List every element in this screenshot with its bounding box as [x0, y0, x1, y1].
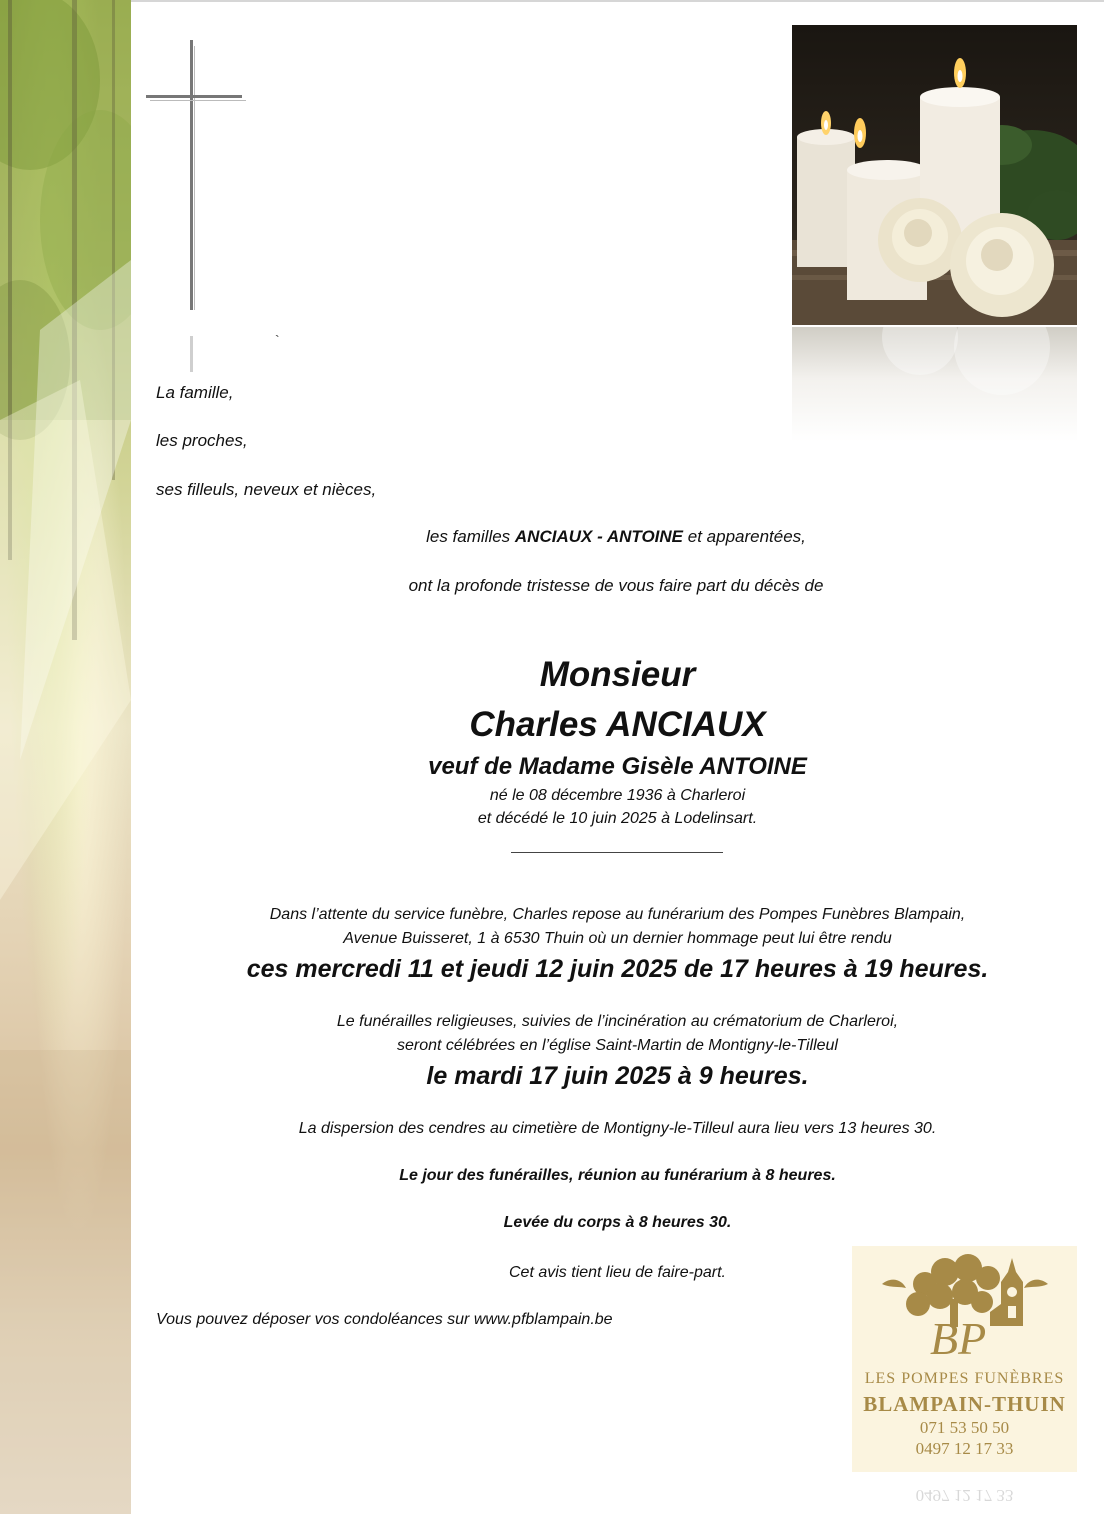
stray-mark: `: [275, 332, 280, 348]
funeral-date: le mardi 17 juin 2025 à 9 heures.: [426, 1062, 809, 1090]
notice-line: Cet avis tient lieu de faire-part.: [509, 1264, 726, 1281]
top-border: [0, 0, 1104, 2]
dispersion-line: La dispersion des cendres au cimetière de Montigny-le-Tilleul aura lieu vers 13 heures 30.: [298, 1120, 937, 1137]
logo-reflection: [852, 1475, 1077, 1505]
logo-line-1: LES POMPES FUNÈBRES: [864, 1370, 1065, 1387]
cross-reflection: [140, 336, 250, 381]
deceased-title: Monsieur: [539, 655, 696, 694]
logo-reflection-text: 0497 12 17 33: [915, 1486, 1014, 1505]
candles-roses-photo: [792, 25, 1077, 325]
visitation-line-1: Dans l’attente du service funèbre, Charles repose au funérarium des Pompes Funèbres Blampain,: [269, 906, 966, 923]
photo-reflection: [792, 327, 1077, 442]
funeral-line-1: Le funérailles religieuses, suivies de l’incinération au crématorium de Charleroi,: [336, 1013, 899, 1030]
logo-line-2: BLAMPAIN-THUIN: [863, 1392, 1066, 1416]
forest-path-image: [0, 0, 131, 1514]
widower-line: veuf de Madame Gisèle ANTOINE: [428, 753, 807, 780]
death-line: et décédé le 10 juin 2025 à Lodelinsart.: [477, 810, 758, 827]
family-line-4-post: et apparentées,: [683, 527, 806, 546]
family-line-3: ses filleuls, neveux et nièces,: [156, 480, 377, 499]
funeral-home-logo: [852, 1246, 1077, 1472]
deceased-name: Charles ANCIAUX: [469, 705, 766, 744]
meeting-line: Le jour des funérailles, réunion au funérarium à 8 heures.: [399, 1167, 836, 1184]
logo-phone-2: 0497 12 17 33: [915, 1439, 1014, 1458]
logo-phone-1: 071 53 50 50: [919, 1418, 1010, 1437]
family-names: ANCIAUX - ANTOINE: [514, 527, 684, 546]
visitation-line-2: Avenue Buisseret, 1 à 6530 Thuin où un dernier hommage peut lui être rendu: [343, 930, 892, 947]
cross-icon: [140, 38, 250, 343]
family-line-4-pre: les familles: [426, 527, 515, 546]
tree-church-emblem: [870, 1254, 1060, 1372]
separator-line: [511, 852, 723, 853]
family-line-1: La famille,: [156, 383, 234, 402]
announcement-line: ont la profonde tristesse de vous faire part du décès de: [408, 576, 824, 595]
condolences-line: Vous pouvez déposer vos condoléances sur www.pfblampain.be: [156, 1311, 613, 1328]
visitation-dates: ces mercredi 11 et jeudi 12 juin 2025 de 17 heures à 19 heures.: [246, 955, 989, 983]
family-line-4: [131, 527, 1101, 547]
logo-monogram: BP: [930, 1313, 987, 1364]
family-line-2: les proches,: [156, 431, 248, 450]
birth-line: né le 08 décembre 1936 à Charleroi: [489, 787, 746, 804]
levee-line: Levée du corps à 8 heures 30.: [503, 1214, 732, 1231]
funeral-line-2: seront célébrées en l’église Saint-Martin de Montigny-le-Tilleul: [397, 1037, 838, 1054]
